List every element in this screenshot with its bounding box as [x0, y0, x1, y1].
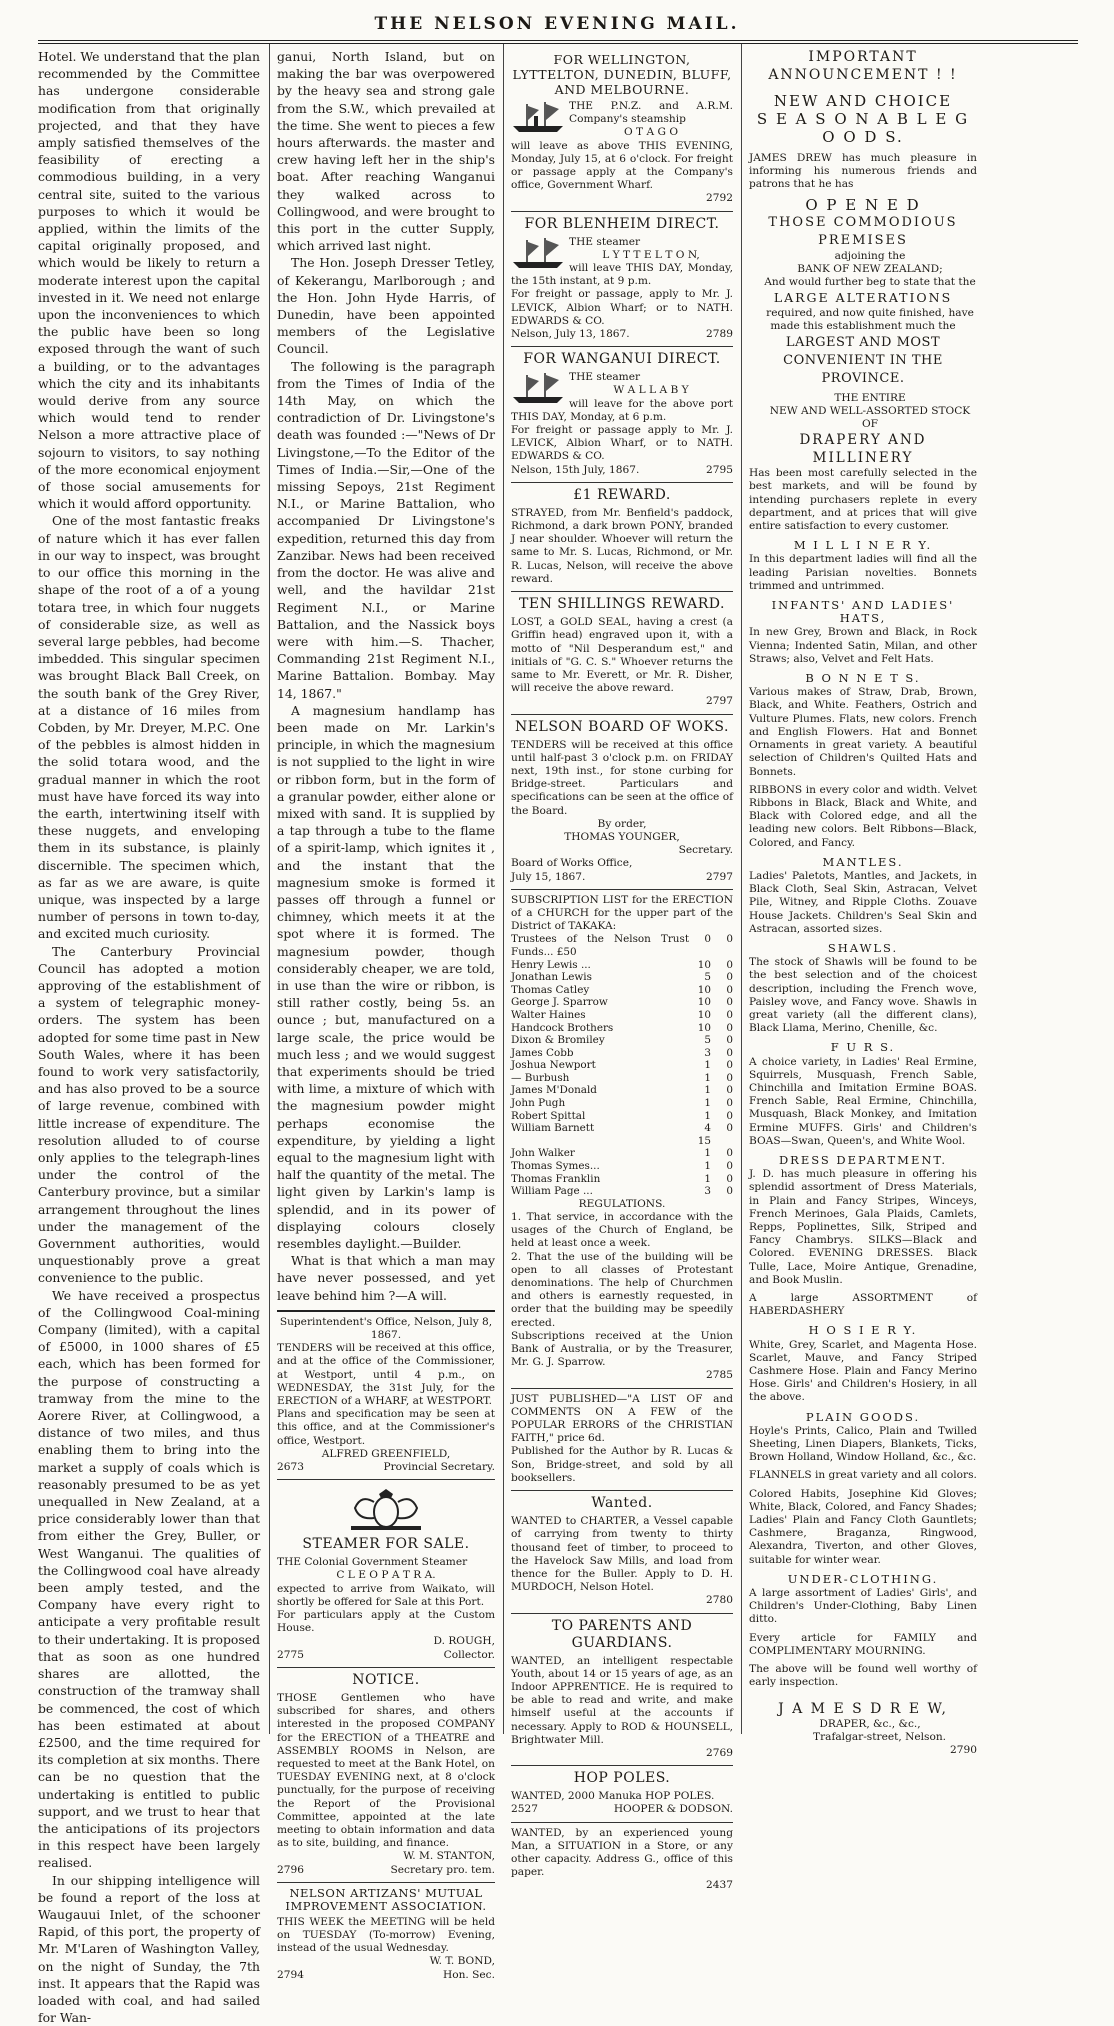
department-heading: DRESS DEPARTMENT.	[778, 1152, 948, 1167]
ad-body: For freight or passage, apply to Mr. J. LEVICK, Albion Wharf; or to NATH. EDWARDS & CO.	[511, 288, 733, 327]
ad-body: Plans and specification may be seen at this office, and at the Commissioner's office, Westport.	[277, 1408, 495, 1447]
ad-signer: W. M. STANTON,	[403, 1850, 495, 1863]
ad-ten-shillings-reward	[511, 592, 733, 714]
department-heading: SHAWLS.	[827, 940, 899, 955]
amount-pounds: 1	[704, 1160, 711, 1173]
amount-shillings: 0	[726, 1109, 733, 1122]
amount-shillings: 0	[726, 1097, 733, 1110]
ad-body: THOSE Gentlemen who have subscribed for shares, and others interested in the proposed COMPANY for the ERECTION of a THEATRE and ASSEMBLY ROOMS in Nelson, are requested to meet at the Bank Hotel, on TUESDAY EVENING next, at 8 o'clock punctually, for the purpose of receiving the Report of the Provisional Committee, appointed at the late meeting to obtain information and data as to site, building, and finance.	[277, 1691, 495, 1850]
subscription-row	[511, 1034, 733, 1047]
subscription-row	[511, 1185, 733, 1198]
ad-title: TO PARENTS AND GUARDIANS.	[551, 1617, 693, 1651]
ad-body: Published for the Author by R. Lucas & Son, Bridge-street, and sold by all booksellers.	[511, 1445, 733, 1484]
ad-notice	[277, 1668, 495, 1883]
column-divider	[741, 44, 742, 1734]
amount-pounds: 10	[697, 983, 711, 996]
subscription-row	[511, 1110, 733, 1123]
department-text: Colored Habits, Josephine Kid Gloves; White, Black, Colored, and Fancy Shades; Ladies' Plain and Fancy Cloth Gauntlets; Cashmere, Braganza, Ringwood, Alexandra, Tiverton, and other Gloves, suitable for winter wear.	[749, 1487, 977, 1566]
column-divider	[503, 44, 504, 1734]
amount-shillings: 0	[726, 1147, 733, 1160]
amount-pounds: 4 15	[697, 1122, 711, 1147]
amount-shillings: 0	[726, 933, 733, 946]
department-text: White, Grey, Scarlet, and Magenta Hose. Scarlet, Mauve, and Fancy Striped Cashmere Hose. Plain and Fancy Merino Hose. Girls' and Children's Hosiery, in all the above.	[749, 1338, 977, 1404]
amount-shillings: 0	[726, 1059, 733, 1072]
ad-header: Superintendent's Office, Nelson, July 8, 1867.	[279, 1315, 493, 1342]
amount-pounds: 5	[704, 1034, 711, 1047]
ad-steamer-for-sale	[277, 1480, 495, 1668]
announcement-intro: JAMES DREW has much pleasure in informing his numerous friends and patrons that he has	[749, 152, 977, 191]
ad-body: STRAYED, from Mr. Benfield's paddock, Richmond, a dark brown PONY, branded J near shoulder. Whoever will return the same to Mr. S. Lucas, Richmond, or Mr. R. Lucas, Nelson, will receive the above reward.	[511, 506, 733, 585]
amount-pounds: 10	[697, 996, 711, 1009]
department-text: Hoyle's Prints, Calico, Plain and Twilled Sheeting, Linen Diapers, Blankets, Ticks, Brown Holland, Window Holland, &c., &c.	[749, 1424, 977, 1464]
subscriber-name: William Barnett	[511, 1122, 595, 1135]
amount-pounds: 1	[704, 1059, 711, 1072]
subscription-row	[511, 1059, 733, 1072]
ad-board-of-works	[511, 715, 733, 890]
masthead-title: THE NELSON EVENING MAIL.	[374, 14, 740, 34]
amount-shillings: 0	[726, 996, 733, 1009]
ad-signer: THOMAS YOUNGER,	[564, 830, 680, 843]
amount-pounds: 1	[704, 1084, 711, 1097]
article-paragraph: Hotel. We understand that the plan recommended by the Committee has undergone considerable modification from that originally projected, and that they have amply satisfied themselves of the feasibility of erecting a commodious building, in a very central site, suited to the various purposes to which it would be applied, within the limits of the capital originally proposed, and which would be likely to return a moderate interest upon the capital invested in it. We need not enlarge upon the inconveniences to which the public have been so long exposed through the want of such a building, or to the advantages which the city and its inhabitants would derive from any source which would tend to render Nelson a more attractive place of sojourn to visitors, to say nothing of the more economical enjoyment of those social amusements for which it would afford opportunity.	[38, 49, 260, 512]
amount-pounds: 1	[704, 1172, 711, 1185]
signer: J A M E S D R E W,	[778, 1700, 948, 1717]
amount-pounds: 1	[704, 1109, 711, 1122]
ad-body: THE steamer	[569, 371, 641, 384]
ad-number: 2437	[706, 1879, 733, 1892]
department-heading: H O S I E R Y.	[808, 1323, 918, 1338]
subscriber-name: Robert Spittal	[511, 1109, 586, 1122]
steamship-icon	[511, 371, 565, 405]
ad-title: FOR BLENHEIM DIRECT.	[524, 215, 720, 232]
ad-body: For particulars apply at the Custom House.	[277, 1609, 495, 1635]
largest: LARGEST AND MOST CONVENIENT IN THE PROVINCE.	[783, 334, 943, 386]
of: OF	[861, 418, 879, 431]
announcement-sub: NEW AND CHOICE	[773, 92, 953, 110]
department-text: Various makes of Straw, Drab, Brown, Black, and White. Feathers, Ostrich and Vulture Plumes. Flats, new colors. French and English Flowers. Hat and Bonnet Ornaments in great variety. A beautiful selection of Children's Quilted Hats and Bonnets.	[749, 686, 977, 778]
department-heading: F U R S.	[830, 1040, 896, 1055]
ad-title: HOP POLES.	[573, 1770, 671, 1787]
ad-body: THE Colonial Government Steamer	[277, 1556, 468, 1569]
further: And would further beg to state that the	[764, 276, 976, 289]
article-paragraph: The following is the paragraph from the Times of India of the 14th May, on which the contradiction of Dr. Livingstone's death was founded :—"News of Dr Livingstone,—To the Editor of the Times of India.—Sir,—One of the missing Sepoys, 21st Regiment N.I., or Marine Battalion, who accompanied Dr Livingstone's expedition, returned this day from Zanzibar. News had been received from the doctor. He was alive and well, and the havildar 21st Regiment N.I., or Marine Battalion, and the Nassick boys were with him.—S. Thacher, Commanding 21st Regiment N.I., Marine Battalion. Bombay. May 14, 1867."	[277, 358, 495, 701]
subscription-row	[511, 1072, 733, 1085]
department-text: The stock of Shawls will be found to be the best selection and of the choicest description, including the French wove, Paisley wove, and Fancy wove. Shawls in great variety (all the different clans), Black Llama, Merino, Chenille, &c.	[749, 956, 977, 1035]
drapery: DRAPERY AND MILLINERY	[799, 432, 927, 467]
ad-wellington	[511, 48, 733, 212]
column-4	[749, 48, 977, 1756]
ad-one-pound-reward	[511, 483, 733, 592]
amount-shillings: 0	[726, 958, 733, 971]
ad-body: will leave for the above port THIS DAY, Monday, at 6 p.m.	[511, 397, 733, 423]
ad-artizans	[277, 1883, 495, 1987]
subscription-table	[511, 933, 733, 1197]
amount-pounds: 10	[697, 1021, 711, 1034]
premises: THOSE COMMODIOUS PREMISES	[768, 214, 958, 248]
ad-number: 2789	[706, 328, 733, 341]
subscription-row	[511, 1084, 733, 1097]
ad-body: JUST PUBLISHED—"A LIST OF and COMMENTS ON A FEW of the POPULAR ERRORS of the CHRISTIAN FAITH," price 6d.	[511, 1392, 733, 1445]
subscription-row	[511, 959, 733, 972]
amount-shillings: 0	[726, 1160, 733, 1173]
amount-shillings: 0	[726, 1071, 733, 1084]
department-heading: M I L L I N E R Y.	[793, 538, 933, 553]
amount-shillings: 0	[726, 983, 733, 996]
ad-blenheim	[511, 212, 733, 348]
ad-title: £1 REWARD.	[573, 486, 671, 503]
ad-wharf-tender	[277, 1312, 495, 1480]
department-text: J. D. has much pleasure in offering his splendid assortment of Dress Materials, in Plain and Fancy Stripes, Winceys, French Merinoes, Gala Plaids, Camlets, Repps, Poplinettes, Silk, Striped and Fancy Chambrys. SILKS—Black and Colored. EVENING DRESSES. Black Tulle, Lace, Moire Antique, Grenadine, and Book Muslin.	[749, 1168, 977, 1286]
ad-signer: ALFRED GREENFIELD,	[321, 1447, 451, 1460]
subscriber-name: James Cobb	[511, 1046, 574, 1059]
department-text: RIBBONS in every color and width. Velvet Ribbons in Black, Black and White, and Black with Colored edge, and all the leading new colors. Belt Ribbons—Black, Colored, and Fancy.	[749, 783, 977, 849]
ad-role: Collector.	[443, 1648, 495, 1661]
amount-pounds: 3	[704, 1046, 711, 1059]
subscription-row	[511, 1097, 733, 1110]
ad-body: will leave THIS DAY, Monday, the 15th instant, at 9 p.m.	[511, 262, 733, 288]
ad-by-order: By order,	[597, 817, 647, 830]
department-text: FLANNELS in great variety and all colors.	[749, 1469, 977, 1482]
ad-just-published	[511, 1389, 733, 1491]
ad-role: Secretary.	[678, 844, 733, 857]
subscriber-name: Dixon & Bromiley	[511, 1034, 605, 1047]
ad-body: TENDERS will be received at this office until half-past 3 o'clock p.m. on FRIDAY next, 19th inst., for stone curbing for Bridge-street. Particulars and specifications can be seen at the office of the Board.	[511, 738, 733, 817]
ad-number: 2792	[706, 192, 733, 205]
ad-role: Hon. Sec.	[442, 1968, 495, 1981]
department-heading: MANTLES.	[822, 854, 904, 869]
subscription-row	[511, 1009, 733, 1022]
ad-number: 2797	[706, 870, 733, 883]
ad-title: FOR WANGANUI DIRECT.	[523, 351, 721, 368]
amount-shillings: 0	[726, 971, 733, 984]
department-text: A large assortment of Ladies' Girls', and Children's Under-Clothing, Baby Linen ditto.	[749, 1587, 977, 1626]
department-sections	[749, 539, 977, 1689]
subscription-row	[511, 996, 733, 1009]
ad-body: WANTED to CHARTER, a Vessel capable of carrying from twenty to thirty thousand feet of timber, to proceed to the Havelock Saw Mills, and load from thence for the Buller. Apply to D. H. MURDOCH, Nelson Hotel.	[511, 1515, 733, 1594]
amount-pounds: 0	[704, 933, 711, 946]
ad-number: 2794	[277, 1968, 304, 1981]
ad-body: SUBSCRIPTION LIST for the ERECTION of a CHURCH for the upper part of the District of TAKAKA:	[511, 893, 733, 933]
column-2	[277, 48, 495, 1981]
draper: DRAPER, &c., &c.,	[819, 1717, 921, 1730]
ad-signer: D. ROUGH,	[433, 1635, 495, 1648]
amount-shillings: 0	[726, 1185, 733, 1198]
ad-young-man	[511, 1823, 733, 1898]
address: Trafalgar-street, Nelson.	[813, 1730, 947, 1743]
regulation: 2. That the use of the building will be open to all classes of Protestant denominations. The help of Churchmen and others is earnestly requested, in order that the building may be speedily erected.	[511, 1250, 733, 1329]
ad-title: STEAMER FOR SALE.	[302, 1536, 470, 1553]
subscription-row	[511, 1173, 733, 1186]
ad-date: Nelson, 15th July, 1867.	[511, 463, 640, 476]
amount-shillings: 0	[726, 1021, 733, 1034]
ad-number: 2775	[277, 1648, 304, 1661]
regulation: 1. That service, in accordance with the usages of the Church of England, be held at least once a week.	[511, 1211, 733, 1250]
subscriber-name: Thomas Symes...	[511, 1160, 600, 1173]
ship-name: W A L L A B Y	[613, 384, 689, 397]
alterations: LARGE ALTERATIONS	[773, 290, 953, 306]
adjoining: adjoining the	[834, 249, 906, 262]
ad-footer: Subscriptions received at the Union Bank of Australia, or by the Treasurer, Mr. G. J. Sparrow.	[511, 1329, 733, 1369]
regulations-title: REGULATIONS.	[578, 1197, 666, 1210]
required: required, and now quite finished, have made this establishment much the	[766, 307, 974, 333]
subscription-row	[511, 1022, 733, 1035]
ad-body: WANTED, by an experienced young Man, a SITUATION in a Store, or any other capacity. Address G., office of this paper.	[511, 1826, 733, 1879]
amount-shillings: 0	[726, 1172, 733, 1185]
ad-number: 2673	[277, 1461, 304, 1474]
ad-number: 2780	[706, 1594, 733, 1607]
ad-wanganui	[511, 347, 733, 483]
announcement-title: IMPORTANT ANNOUNCEMENT ! !	[768, 49, 958, 83]
announcement-sub2: S E A S O N A B L E G O O D S.	[756, 110, 970, 146]
department-text: A choice variety, in Ladies' Real Ermine, Squirrels, Musquash, French Sable, Chinchilla and Imitation Ermine BOAS. French Sable, Real Ermine, Chinchilla, Musquash, Black Monkey, and Imitation Ermine MUFFS. Girls' and Children's BOAS—Swan, Queen's, and White Wool.	[749, 1055, 977, 1147]
article-paragraph: What is that which a man may have never possessed, and yet leave behind him ?—A will.	[277, 1253, 495, 1303]
ad-title: FOR WELLINGTON, LYTTELTON, DUNEDIN, BLUFF, AND MELBOURNE.	[512, 52, 732, 97]
department-text: A large ASSORTMENT of HABERDASHERY	[749, 1292, 977, 1318]
subscriber-name: George J. Sparrow	[511, 996, 608, 1009]
department-heading: UNDER-CLOTHING.	[787, 1571, 939, 1586]
amount-pounds: 10	[697, 958, 711, 971]
entire: THE ENTIRE	[834, 391, 906, 404]
ad-number: 2785	[706, 1369, 733, 1382]
ad-title: TEN SHILLINGS REWARD.	[519, 596, 725, 613]
article-paragraph: In our shipping intelligence will be found a report of the loss at Waugauui Inlet, of the schooner Rapid, of this port, the property of Mr. M'Laren of Washington Valley, on the night of Sunday, the 7th inst. It appears that the Rapid was loaded with coal, and had sailed for Wan-	[38, 1872, 260, 2026]
amount-pounds: 10	[697, 1008, 711, 1021]
masthead	[0, 0, 1114, 40]
column-divider	[269, 44, 270, 1734]
ad-body: LOST, a GOLD SEAL, having a crest (a Griffin head) engraved upon it, with a motto of "Nil Desperandum est," and initials of "G. C. S." Whoever returns the same to Mr. Everett, or Mr. R. Disher, will receive the above reward.	[511, 616, 733, 695]
ad-office: Board of Works Office,	[511, 857, 633, 870]
ad-number: 2769	[706, 1746, 733, 1759]
column-1	[38, 48, 260, 2026]
ship-name: C L E O P A T R A.	[336, 1569, 436, 1582]
ad-body: THE steamer	[569, 235, 641, 248]
subscription-row	[511, 1122, 733, 1147]
department-text: Ladies' Paletots, Mantles, and Jackets, in Black Cloth, Seal Skin, Astracan, Velvet Pile, Witney, and Ripple Cloths. Zouave House Jackets. Children's Seal Skin and Astracan, assorted sizes.	[749, 869, 977, 935]
ad-body: WANTED, an intelligent respectable Youth, about 14 or 15 years of age, as an Indoor APPRENTICE. He is required to be able to read and write, and make himself useful at the accounts if necessary. Apply to ROD & HOUNSELL, Brightwater Mill.	[511, 1654, 733, 1746]
subscription-row	[511, 1160, 733, 1173]
subscription-row	[511, 1147, 733, 1160]
amount-pounds: 5	[704, 971, 711, 984]
ad-date: Nelson, July 13, 1867.	[511, 328, 630, 341]
ad-number: 2527	[511, 1803, 538, 1816]
article-paragraph: We have received a prospectus of the Collingwood Coal-mining Company (limited), with a capital of £5000, in 1000 shares of £5 each, which has been formed for the purpose of constructing a tramway from the mine to the Aorere River, at Collingwood, a distance of two miles, and thus enabling them to bring into the market a supply of coals which is reasonably presumed to be as yet unequalled in New Zealand, at a price considerably lower than that from either the Grey, Buller, or West Wanganui. The qualities of the Collingwood coal have already been amply tested, and the Company have every right to anticipate a very profitable result to their undertaking. It is proposed that as soon as one hundred shares are allotted, the construction of the tramway shall be commenced, the cost of which has been estimated at about £2500, and the time required for its completion at six months. There can be no question that the undertaking is entitled to public support, and we trust to hear that the anticipations of its projectors in this respect have been largely realised.	[38, 1287, 260, 1871]
article-paragraph: ganui, North Island, but on making the bar was overpowered by the heavy sea and strong gale from the S.W., which prevailed at the time. She went to pieces a few hours afterwards. the master and crew having left her in the ship's boat. After reaching Wanganui they walked across to Collingwood, and were brought to this port in the cutter Supply, which arrived last night.	[277, 49, 495, 254]
ad-number: 2795	[706, 463, 733, 476]
subscription-row	[511, 933, 733, 958]
department-heading: PLAIN GOODS.	[805, 1409, 921, 1424]
department-text: In new Grey, Brown and Black, in Rock Vienna; Indented Satin, Milan, and other Straws; also, Velvet and Felt Hats.	[749, 626, 977, 665]
subscriber-name: Thomas Franklin	[511, 1172, 601, 1185]
steamship-icon	[511, 100, 565, 134]
subscriber-name: — Burbush	[511, 1071, 570, 1084]
ad-signer: W. T. BOND,	[429, 1955, 495, 1968]
article-paragraph: The Hon. Joseph Dresser Tetley, of Kekerangu, Marlborough ; and the Hon. John Hyde Harris, of Dunedin, have been appointed members of the Legislative Council.	[277, 255, 495, 357]
opened: O P E N E D	[805, 195, 921, 214]
amount-shillings: 0	[726, 1084, 733, 1097]
amount-pounds: 1	[704, 1097, 711, 1110]
amount-shillings: 0	[726, 1122, 733, 1135]
subscriber-name: William Page ...	[511, 1185, 593, 1198]
ship-name: L Y T T E L T O N,	[602, 248, 700, 261]
amount-pounds: 1	[704, 1071, 711, 1084]
article-paragraph: One of the most fantastic freaks of nature which it has ever fallen in our way to inspect, was brought to our office this morning in the shape of the root of a of a young totara tree, in which four nuggets of considerable size, as well as several large pebbles, had become imbedded. This singular specimen was brought Black Ball Creek, on the south bank of the Grey River, at a distance of 16 miles from Cobden, by Mr. Dreyer, M.P.C. One of the pebbles is almost hidden in the solid totara wood, and the gradual manner in which the root must have have forced its way into the earth, intertwining itself with these nuggets, and enveloping them in its substance, is plainly discernible. The specimen which, as far as we are aware, is quite unique, was inspected by a large number of persons in town to-day, and excited much curiosity.	[38, 513, 260, 942]
subscriber-name: John Walker	[511, 1147, 575, 1160]
column-3	[511, 48, 733, 1892]
ad-role: Provincial Secretary.	[383, 1461, 495, 1474]
subscriber-name: Thomas Catley	[511, 983, 590, 996]
subscriber-name: Handcock Brothers	[511, 1021, 614, 1034]
ship-name: O T A G O	[623, 126, 679, 139]
ad-title: NELSON ARTIZANS' MUTUAL IMPROVEMENT ASSOCIATION.	[285, 1885, 487, 1913]
subscriber-name: Henry Lewis ...	[511, 958, 591, 971]
selected: Has been most carefully selected in the best markets, and will be found by intending purchasers replete in every department, and at prices that will give entire satisfaction to every customer.	[749, 467, 977, 533]
subscriber-name: Jonathan Lewis	[511, 971, 592, 984]
subscriber-name: John Pugh	[511, 1097, 566, 1110]
amount-shillings: 0	[726, 1008, 733, 1021]
ad-number: 2790	[950, 1743, 977, 1756]
ad-body: will leave as above THIS EVENING, Monday, July 15, at 6 o'clock. For freight or passage apply at the Company's office, Government Wharf.	[511, 139, 733, 192]
amount-pounds: 1	[704, 1147, 711, 1160]
amount-shillings: 0	[726, 1034, 733, 1047]
ad-subscription-list	[511, 890, 733, 1389]
ad-signer: HOOPER & DODSON.	[613, 1803, 733, 1816]
subscriber-name: Trustees of the Nelson Trust Funds... £50	[511, 933, 689, 958]
ad-hop-poles	[511, 1766, 733, 1822]
ad-number: 2797	[706, 695, 733, 708]
subscription-row	[511, 1047, 733, 1060]
ad-wanted-charter	[511, 1491, 733, 1613]
amount-shillings: 0	[726, 1046, 733, 1059]
ad-role: Secretary pro. tem.	[390, 1863, 495, 1876]
ad-body: expected to arrive from Waikato, will shortly be offered for Sale at this Port.	[277, 1582, 495, 1608]
stock: NEW AND WELL-ASSORTED STOCK	[769, 404, 971, 417]
article-paragraph: A magnesium handlamp has been made on Mr. Larkin's principle, in which the magnesium is not supplied to the light in wire or ribbon form, but in the form of a granular powder, either alone or mixed with sand. It is supplied by a tap through a tube to the flame of a spirit-lamp, which ignites it , and the instant that the magnesium smoke is formed it passes off through a funnel or chimney, which meets it at the spot where it is formed. The magnesium powder, though considerably cheaper, we are told, in use than the wire or ribbon, is still rather costly, being 5s. an ounce ; but, manufactured on a large scale, the price would be much less ; and we would suggest that experiments should be tried with lime, a mixture of which with the magnesium powder might perhaps economise the expenditure, by yielding a light equal to the magnesium light with half the quantity of the metal. The light given by Larkin's lamp is splendid, and in its power of displaying colours closely resembles daylight.—Builder.	[277, 702, 495, 1252]
royal-crest-icon	[341, 1488, 431, 1532]
steamship-icon	[511, 236, 565, 270]
ad-date: July 15, 1867.	[511, 870, 586, 883]
article-paragraph: The Canterbury Provincial Council has adopted a motion approving of the establishment of a system of telegraphic money-orders. The system has been adopted for some time past in New South Wales, where it has been found to work very satisfactorily, and has also proved to be a source of large revenue, combined with little increase of expenditure. The resolution alluded to of course only applies to the telegraph-lines under the control of the Canterbury province, but a similar arrangement throughout the lines under the management of the Government authorities, would unquestionably prove a great convenience to the public.	[38, 943, 260, 1286]
department-text: In this department ladies will find all the leading Parisian novelties. Bonnets trimmed and untrimmed.	[749, 553, 977, 592]
top-rule-2	[38, 43, 1078, 44]
ad-parents-guardians	[511, 1614, 733, 1767]
amount-pounds: 3	[704, 1185, 711, 1198]
department-text: Every article for FAMILY and COMPLIMENTARY MOURNING.	[749, 1631, 977, 1657]
subscriber-name: James M'Donald	[511, 1084, 597, 1097]
ad-body: THIS WEEK the MEETING will be held on TUESDAY (To-morrow) Evening, instead of the usual Wednesday.	[277, 1915, 495, 1955]
ad-body: THE P.N.Z. and A.R.M. Company's steamship	[569, 100, 733, 126]
ad-body: For freight or passage apply to Mr. J. LEVICK, Albion Wharf, or to NATH. EDWARDS & CO.	[511, 424, 733, 463]
department-text: The above will be found well worthy of early inspection.	[749, 1663, 977, 1689]
ad-body: TENDERS will be received at this office, and at the office of the Commissioner, at Westport, until 4 p.m., on WEDNESDAY, the 31st July, for the ERECTION of a WHARF, at WESTPORT.	[277, 1342, 495, 1408]
department-heading: INFANTS' AND LADIES' HATS,	[771, 598, 955, 626]
subscriber-name: Walter Haines	[511, 1008, 586, 1021]
department-heading: B O N N E T S.	[805, 671, 921, 686]
subscription-row	[511, 984, 733, 997]
ad-number: 2796	[277, 1863, 304, 1876]
ad-body: WANTED, 2000 Manuka HOP POLES.	[511, 1790, 715, 1803]
top-rule	[38, 40, 1078, 41]
ad-title: NOTICE.	[352, 1671, 420, 1688]
ad-title: NELSON BOARD OF WOKS.	[515, 718, 729, 735]
subscriber-name: Joshua Newport	[511, 1059, 596, 1072]
subscription-row	[511, 971, 733, 984]
bank: BANK OF NEW ZEALAND;	[797, 262, 943, 275]
ad-title: Wanted.	[591, 1495, 653, 1512]
